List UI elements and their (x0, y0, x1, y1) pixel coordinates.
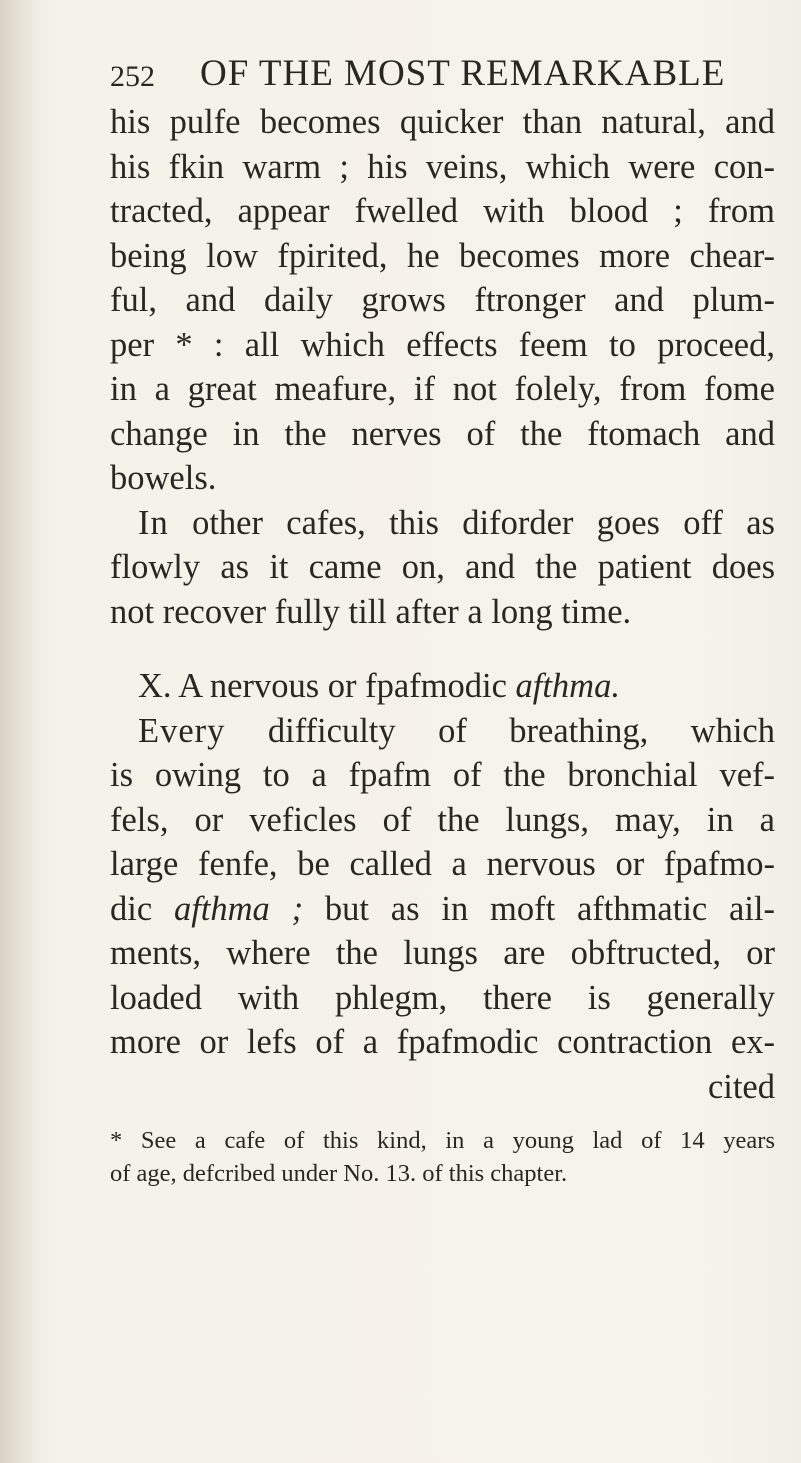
text-run: dic (110, 889, 174, 928)
text-line: change in the nerves of the ftomach and (110, 414, 775, 453)
text-line: more or lefs of a fpafmodic contraction ex- (110, 1023, 775, 1061)
text-line: his fkin warm ; his veins, which were con- (110, 147, 775, 186)
section-heading (110, 664, 775, 709)
text-line: large fenfe, be called a nervous or fpafmo- (110, 845, 775, 883)
text-line: loaded with phlegm, there is generally (110, 978, 775, 1017)
text-line: bowels. (110, 459, 217, 497)
text-line: ful, and daily grows ftronger and plum- (110, 281, 775, 319)
text-line: is owing to a fpafm of the bronchial vef- (110, 756, 775, 794)
heading-text: X. A nervous or fpafmodic (138, 667, 516, 705)
footnote (110, 1124, 775, 1190)
text-line: flowly as it came on, and the patient does (110, 548, 775, 586)
page-gutter-shadow (0, 0, 40, 1463)
body-text (110, 100, 775, 1109)
small-caps-lead: Every (138, 711, 226, 750)
running-head (110, 52, 800, 92)
footnote-line: of age, defcribed under No. 13. of this chapter. (110, 1160, 568, 1187)
text-line: his pulfe becomes quicker than natural, and (110, 103, 775, 141)
italic-term: afthma ; (173, 889, 304, 928)
catchword: cited (707, 1067, 775, 1106)
footnote-line: * See a cafe of this kind, in a young lad of 14 years (110, 1127, 775, 1154)
text-line: not recover fully till after a long time. (110, 592, 632, 631)
text-line: per * : all which effects feem to proceed, (110, 325, 775, 364)
text-line: fels, or veficles of the lungs, may, in a (110, 800, 775, 839)
paragraph-first-line (110, 501, 775, 546)
text-run: difficulty of breathing, which (225, 711, 775, 750)
heading-italic: afthma. (515, 667, 620, 705)
text-run: other cafes, this diforder goes off as (168, 503, 775, 542)
text-line (110, 887, 775, 932)
small-caps-lead: In (138, 503, 169, 542)
text-line: in a great meafure, if not folely, from fome (110, 370, 775, 408)
text-line: tracted, appear fwelled with blood ; from (110, 192, 775, 230)
text-line: ments, where the lungs are obftructed, or (110, 934, 775, 972)
running-head-title: OF THE MOST REMARKABLE (200, 53, 726, 94)
text-run: but as in moft afthmatic ail- (303, 889, 776, 928)
text-line: being low fpirited, he becomes more chear- (110, 236, 775, 275)
section-gap (110, 634, 775, 664)
paragraph-first-line (110, 709, 775, 754)
page-number: 252 (110, 60, 155, 93)
